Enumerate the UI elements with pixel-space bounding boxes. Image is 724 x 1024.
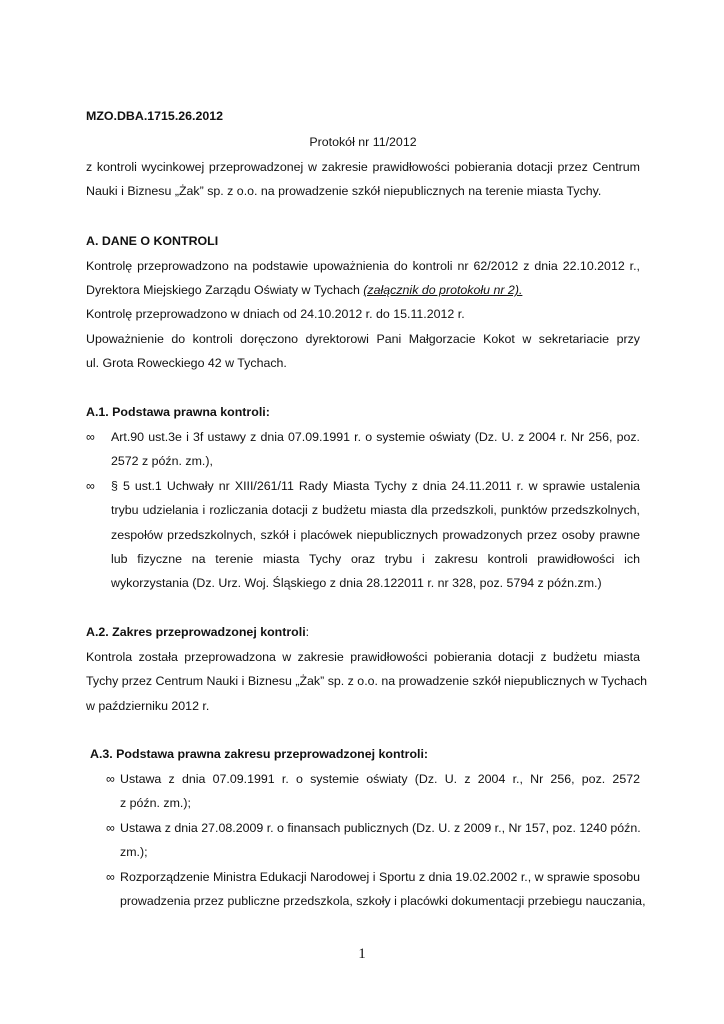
list-item-line: lub fizyczne na terenie miasta Tychy oraz trybu i zakresu kontroli prawidłowości ich (111, 552, 640, 566)
infinity-bullet-icon: ∞ (86, 479, 95, 493)
infinity-bullet-icon: ∞ (106, 772, 115, 786)
paragraph-line (86, 282, 640, 298)
list-item-line: prowadzenia przez publiczne przedszkola, szkoły i placówki dokumentacji przebiegu nauczania, (120, 894, 646, 908)
list-item-line: zespołów przedszkolnych, szkół i placówek niepublicznych prowadzonych przez osoby prawne (111, 528, 640, 542)
paragraph-line: Kontrolę przeprowadzono na podstawie upoważnienia do kontroli nr 62/2012 z dnia 22.10.2012 r., (86, 259, 640, 273)
subject-line: z kontroli wycinkowej przeprowadzonej w zakresie prawidłowości pobierania dotacji przez Centrum (86, 160, 640, 174)
section-heading: A.3. Podstawa prawna zakresu przeprowadzonej kontroli: (90, 747, 429, 761)
list-item-line: z późn. zm.); (120, 796, 191, 810)
section-heading (86, 624, 640, 640)
infinity-bullet-icon: ∞ (106, 821, 115, 835)
list-item-line: Ustawa z dnia 27.08.2009 r. o finansach publicznych (Dz. U. z 2009 r., Nr 157, poz. 1240 późn. (120, 821, 641, 835)
paragraph-line: Kontrola została przeprowadzona w zakresie prawidłowości pobierania dotacji z budżetu miasta (86, 650, 640, 664)
protocol-title: Protokół nr 11/2012 (309, 135, 417, 149)
section-heading: A. DANE O KONTROLI (86, 234, 219, 248)
infinity-bullet-icon: ∞ (86, 430, 95, 444)
list-item-line: § 5 ust.1 Uchwały nr XIII/261/11 Rady Miasta Tychy z dnia 24.11.2011 r. w sprawie ustalenia (111, 479, 640, 493)
paragraph-line: ul. Grota Roweckiego 42 w Tychach. (86, 356, 287, 370)
list-item-line: Rozporządzenie Ministra Edukacji Narodowej i Sportu z dnia 19.02.2002 r., w sprawie sposobu (120, 870, 641, 884)
heading-colon: : (305, 625, 310, 639)
paragraph-line: Kontrolę przeprowadzono w dniach od 24.10.2012 r. do 15.11.2012 r. (86, 307, 465, 321)
page-number: 1 (358, 946, 366, 962)
document-reference: MZO.DBA.1715.26.2012 (86, 109, 224, 123)
list-item-line: 2572 z późn. zm.), (111, 454, 213, 468)
list-item-line: zm.); (120, 845, 148, 859)
list-item-line: wykorzystania (Dz. Urz. Woj. Śląskiego z dnia 28.122011 r. nr 328, poz. 5794 z późn.zm.) (111, 576, 602, 590)
paragraph-line: Tychy przez Centrum Nauki i Biznesu „Żak” sp. z o.o. na prowadzenie szkół niepublicznych w Tychach (86, 674, 648, 688)
list-item-line: Art.90 ust.3e i 3f ustawy z dnia 07.09.1991 r. o systemie oświaty (Dz. U. z 2004 r. Nr 256, poz. (111, 430, 640, 444)
attachment-reference: (załącznik do protokołu nr 2). (363, 283, 523, 297)
paragraph-line: Upoważnienie do kontroli doręczono dyrektorowi Pani Małgorzacie Kokot w sekretariacie przy (86, 332, 640, 346)
section-heading-text: A.2. Zakres przeprowadzonej kontroli (86, 625, 306, 639)
paragraph-line: w październiku 2012 r. (86, 699, 210, 713)
list-item-line: trybu udzielania i rozliczania dotacji z budżetu miasta dla przedszkoli, punktów przedszkolnych, (111, 503, 640, 517)
subject-line: Nauki i Biznesu „Żak” sp. z o.o. na prowadzenie szkół niepublicznych na terenie miasta Tychy. (86, 184, 602, 198)
infinity-bullet-icon: ∞ (106, 870, 115, 884)
list-item-line: Ustawa z dnia 07.09.1991 r. o systemie oświaty (Dz. U. z 2004 r., Nr 256, poz. 2572 (120, 772, 640, 786)
paragraph-text: Dyrektora Miejskiego Zarządu Oświaty w Tychach (86, 283, 364, 297)
section-heading: A.1. Podstawa prawna kontroli: (86, 405, 270, 419)
